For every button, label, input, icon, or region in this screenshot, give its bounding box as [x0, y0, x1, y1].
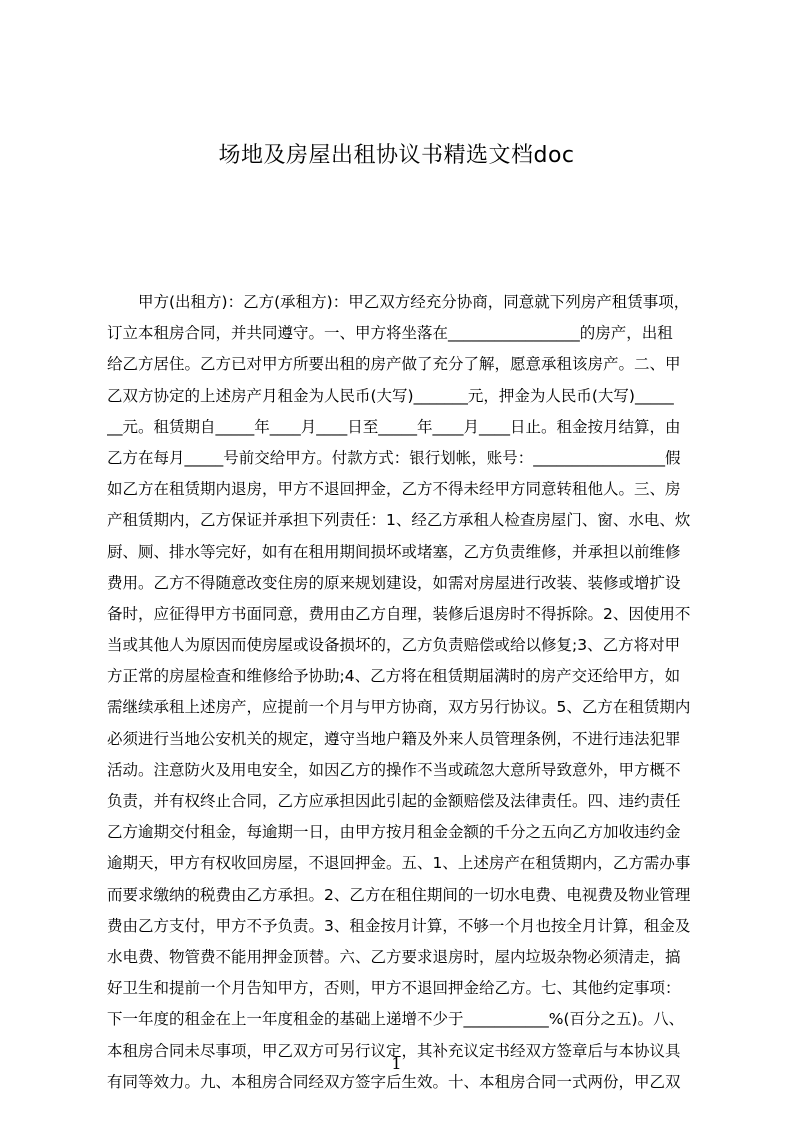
body-line: 需继续承租上述房产，应提前一个月与甲方协商，双方另行协议。5、乙方在租赁期内 [107, 698, 691, 717]
body-line: 备时，应征得甲方书面同意，费用由乙方自理，装修后退房时不得拆除。2、因使用不 [107, 604, 691, 623]
page-number: 1 [391, 1054, 402, 1073]
body-line: 必须进行当地公安机关的规定，遵守当地户籍及外来人员管理条例，不进行违法犯罪 [107, 729, 681, 748]
body-line: 负责，并有权终止合同，乙方应承担因此引起的金额赔偿及法律责任。四、违约责任 [107, 792, 681, 810]
body-line: 乙方逾期交付租金，每逾期一日，由甲方按月租金金额的千分之五向乙方加收违约金 [107, 823, 681, 842]
body-line: 费由乙方支付，甲方不予负责。3、租金按月计算，不够一个月也按全月计算，租金及 [107, 916, 691, 935]
body-line: 方正常的房屋检查和维修给予协助;4、乙方将在租赁期届满时的房产交还给甲方，如 [107, 667, 681, 686]
body-line: 当或其他人为原因而使房屋或设备损坏的，乙方负责赔偿或给以修复;3、乙方将对甲 [107, 636, 681, 655]
body-line: 厨、厕、排水等完好，如有在租用期间损坏或堵塞，乙方负责维修，并承担以前维修 [107, 542, 681, 561]
body-line: __元。租赁期自_____年____月____日至_____年____月____日止。租金按月结算，由 [107, 417, 681, 436]
document-body [107, 287, 700, 1098]
document-title: 场地及房屋出租协议书精选文档doc [218, 143, 575, 168]
body-line: 水电费、物管费不能用押金顶替。六、乙方要求退房时，屋内垃圾杂物必须清走，搞 [107, 947, 681, 966]
body-line: 订立本租房合同，并共同遵守。一、甲方将坐落在_________________的房产，出租 [107, 324, 673, 343]
body-line: 如乙方在租赁期内退房，甲方不退回押金，乙方不得未经甲方同意转租他人。三、房 [107, 480, 681, 499]
body-line: 给乙方居住。乙方已对甲方所要出租的房产做了充分了解，愿意承租该房产。二、甲 [107, 355, 681, 374]
body-line: 而要求缴纳的税费由乙方承担。2、乙方在租住期间的一切水电费、电视费及物业管理 [107, 885, 691, 904]
body-line: 逾期天，甲方有权收回房屋，不退回押金。五、1、上述房产在租赁期内，乙方需办事 [107, 854, 691, 873]
body-line: 费用。乙方不得随意改变住房的原来规划建设，如需对房屋进行改装、装修或增扩设 [107, 573, 681, 592]
body-line: 本租房合同未尽事项，甲乙双方可另行议定，其补充议定书经双方签章后与本协议具 [107, 1041, 681, 1060]
body-line: 有同等效力。九、本租房合同经双方签字后生效。十、本租房合同一式两份，甲乙双 [107, 1072, 681, 1091]
body-line: 活动。注意防火及用电安全，如因乙方的操作不当或疏忽大意所导致意外，甲方概不 [107, 760, 681, 779]
body-line: 乙方在每月_____号前交给甲方。付款方式：银行划帐，账号：_________________假 [107, 448, 681, 467]
body-line: 甲方(出租方)：乙方(承租方)：甲乙双方经充分协商，同意就下列房产租赁事项， [138, 293, 690, 311]
body-line: 下一年度的租金在上一年度租金的基础上递增不少于___________%(百分之五)。八、 [107, 1010, 685, 1029]
body-line: 产租赁期内，乙方保证并承担下列责任：1、经乙方承租人检查房屋门、窗、水电、炊 [107, 511, 691, 530]
body-line: 乙双方协定的上述房产月租金为人民币(大写)_______元，押金为人民币(大写)_____ [107, 386, 674, 405]
body-line: 好卫生和提前一个月告知甲方，否则，甲方不退回押金给乙方。七、其他约定事项： [107, 979, 681, 998]
